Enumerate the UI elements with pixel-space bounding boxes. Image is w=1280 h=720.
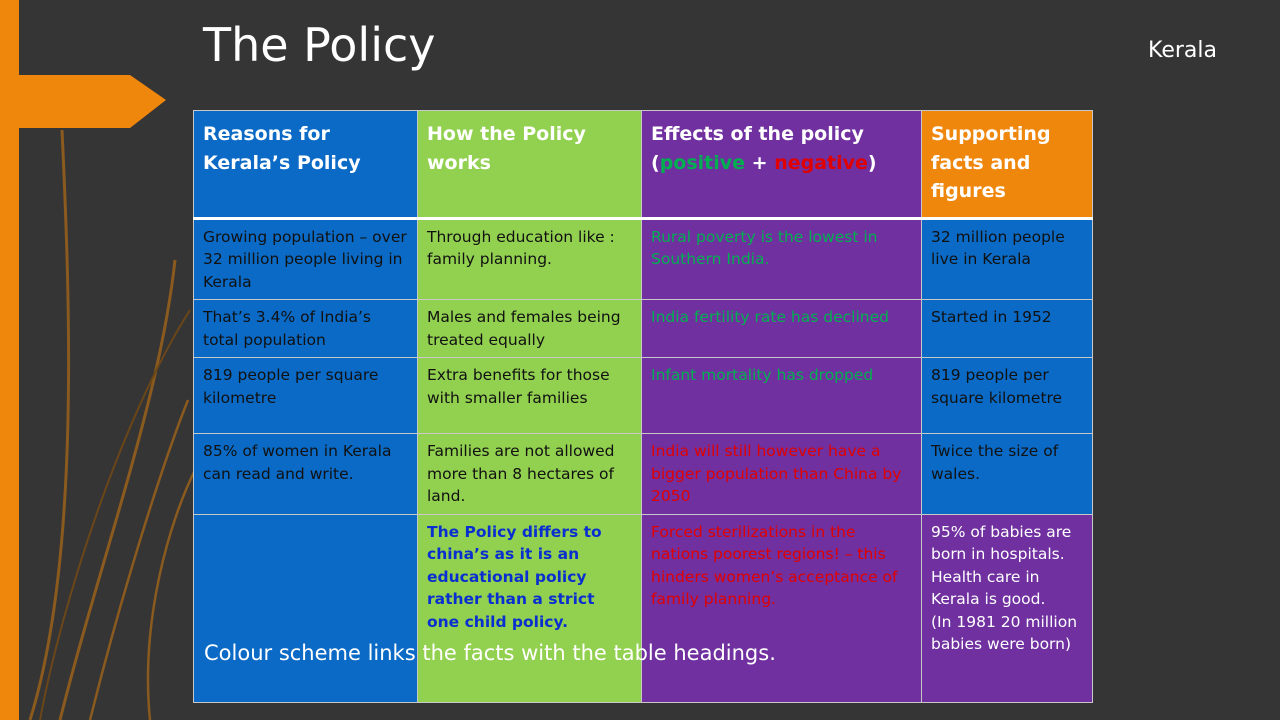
cell-effects: India fertility rate has declined (642, 300, 922, 358)
slide-title: The Policy (203, 18, 436, 72)
table-row (194, 434, 1093, 514)
decorative-curves (0, 0, 200, 720)
cell-effects: Infant mortality has dropped (642, 358, 922, 434)
cell-facts: 819 people per square kilometre (922, 358, 1093, 434)
table-row (194, 300, 1093, 358)
cell-reasons: Growing population – over 32 million people living in Kerala (194, 219, 418, 300)
arrow-shape (19, 75, 166, 128)
cell-how: Males and females being treated equally (418, 300, 642, 358)
cell-how: The Policy differs to china’s as it is an educational policy rather than a strict one child policy. (418, 514, 642, 702)
header-effects: Effects of the policy (positive + negative) (642, 111, 922, 219)
cell-facts: 32 million people live in Kerala (922, 219, 1093, 300)
header-positive: positive (659, 151, 746, 174)
header-how: How the Policy works (418, 111, 642, 219)
table-header-row (194, 111, 1093, 219)
table-row (194, 514, 1093, 702)
cell-how: Families are not allowed more than 8 hectares of land. (418, 434, 642, 514)
policy-table (193, 110, 1093, 703)
table-row (194, 358, 1093, 434)
header-reasons: Reasons for Kerala’s Policy (194, 111, 418, 219)
footnote: Colour scheme links the facts with the table headings. (204, 641, 776, 665)
header-negative: negative (774, 151, 868, 174)
cell-facts: Twice the size of wales. (922, 434, 1093, 514)
cell-how: Extra benefits for those with smaller families (418, 358, 642, 434)
cell-how: Through education like : family planning. (418, 219, 642, 300)
cell-reasons: That’s 3.4% of India’s total population (194, 300, 418, 358)
cell-reasons: 85% of women in Kerala can read and write. (194, 434, 418, 514)
header-facts: Supporting facts and figures (922, 111, 1093, 219)
cell-facts: Started in 1952 (922, 300, 1093, 358)
table-row (194, 219, 1093, 300)
cell-facts: 95% of babies are born in hospitals. Health care in Kerala is good. (In 1981 20 million babies were born) (922, 514, 1093, 702)
cell-effects: India will still however have a bigger population than China by 2050 (642, 434, 922, 514)
cell-reasons (194, 514, 418, 702)
cell-effects: Forced sterilizations in the nations poorest regions! – this hinders women’s acceptance of family planning. (642, 514, 922, 702)
cell-effects: Rural poverty is the lowest in Southern India. (642, 219, 922, 300)
corner-label: Kerala (1148, 38, 1217, 63)
cell-reasons: 819 people per square kilometre (194, 358, 418, 434)
